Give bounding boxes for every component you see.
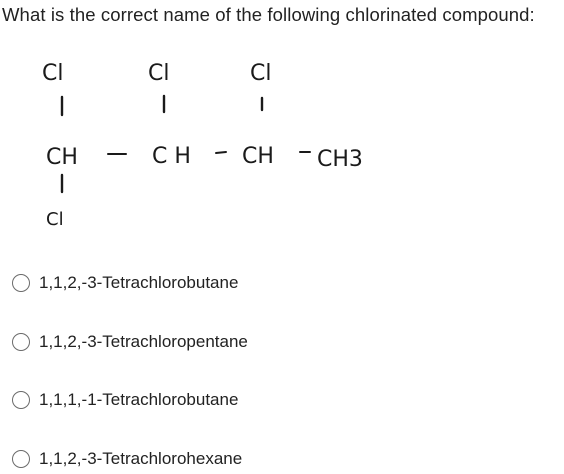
option-label: 1,1,2,-3-Tetrachlorohexane <box>39 449 243 468</box>
option-2[interactable] <box>12 332 248 352</box>
chain-group-4: CH3 <box>317 147 363 172</box>
option-3[interactable] <box>12 390 238 410</box>
question-text: What is the correct name of the following chlorinated compound: <box>2 4 535 25</box>
chain-group-2: CH <box>152 144 198 169</box>
option-label: 1,1,2,-3-Tetrachlorobutane <box>39 273 239 292</box>
top-chlorine-2: Cl <box>148 61 170 86</box>
option-label: 1,1,1,-1-Tetrachlorobutane <box>39 390 239 409</box>
chain-group-3: CH <box>242 144 274 169</box>
top-chlorine-1: Cl <box>42 61 64 86</box>
option-4[interactable] <box>12 449 242 469</box>
top-chlorine-3: Cl <box>250 61 272 86</box>
radio-button[interactable] <box>12 391 30 409</box>
radio-button[interactable] <box>12 274 30 292</box>
radio-button[interactable] <box>12 333 30 351</box>
chain-group-1: CH <box>46 145 78 170</box>
option-1[interactable] <box>12 273 238 293</box>
radio-button[interactable] <box>12 450 30 468</box>
option-label: 1,1,2,-3-Tetrachloropentane <box>39 332 248 351</box>
bottom-chlorine: Cl <box>46 209 64 230</box>
